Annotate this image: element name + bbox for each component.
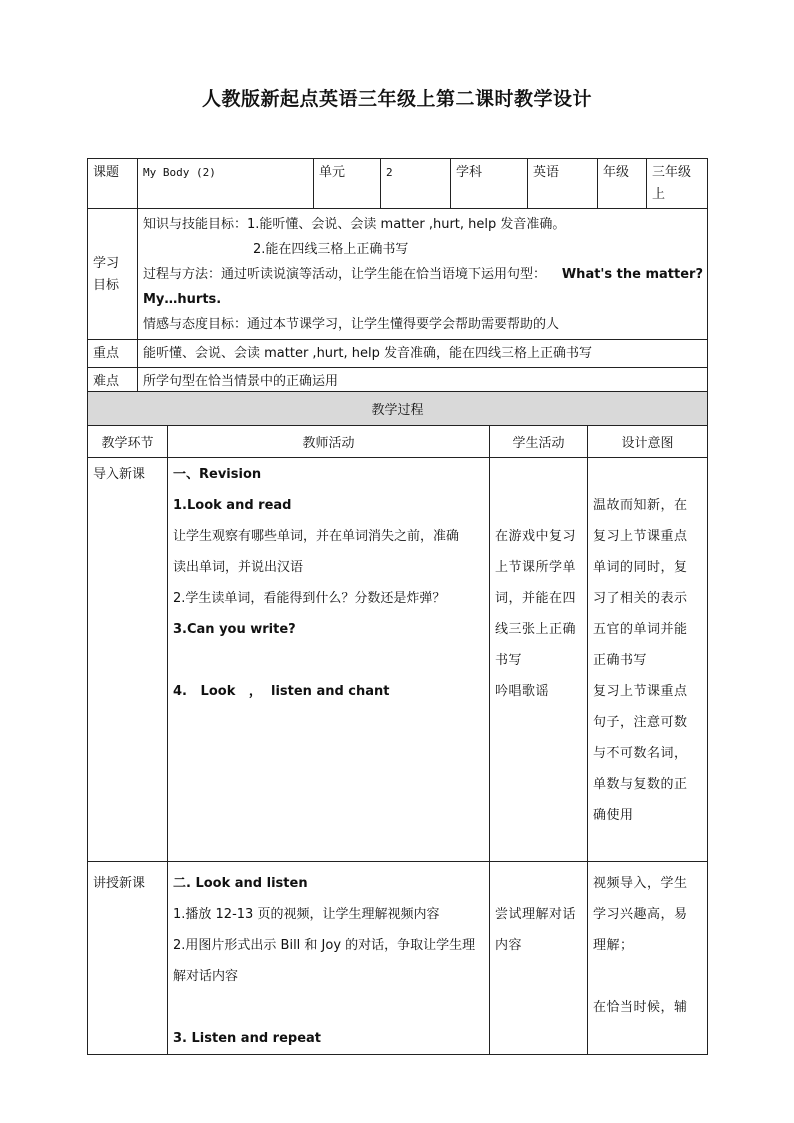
unit-label: 单元 (314, 159, 381, 209)
teacher-cell (168, 458, 490, 862)
grade-value-line: 三年级 (652, 165, 692, 180)
intent-cell (588, 862, 708, 1055)
intent-line: 理解； (593, 938, 634, 953)
teacher-line: 3.Can you write? (173, 622, 296, 637)
student-line: 书写 (495, 653, 523, 668)
intent-line: 在恰当时候，辅 (593, 1000, 688, 1015)
student-line: 吟唱歌谣 (495, 684, 550, 699)
intent-line: 确使用 (593, 808, 634, 823)
emotion-goal: 情感与态度目标：通过本节课学习，让学生懂得要学会帮助需要帮助的人 (143, 317, 560, 332)
teacher-line: 读出单词，并说出汉语 (173, 560, 304, 575)
student-line: 在游戏中复习 (495, 529, 577, 544)
column-header-row (88, 426, 708, 458)
unit-value: 2 (381, 159, 451, 209)
grade-value (647, 159, 708, 209)
topic-value: My Body (2) (138, 159, 314, 209)
intent-line: 句子，注意可数 (593, 715, 688, 730)
goals-content (138, 209, 708, 340)
teacher-line: 让学生观察有哪些单词，并在单词消失之前，准确 (173, 529, 460, 544)
student-line: 尝试理解对话 (495, 907, 577, 922)
teacher-line: 二. Look and listen (173, 876, 308, 891)
stage-cell (88, 458, 168, 862)
process-goal-2: My…hurts. (143, 292, 222, 307)
process-goal-sentence: What's the matter? (561, 267, 703, 282)
teacher-line: 一、Revision (173, 467, 262, 482)
knowledge-goal-2: 2.能在四线三格上正确书写 (253, 242, 409, 257)
subject-value: 英语 (528, 159, 598, 209)
student-line: 词，并能在四 (495, 591, 577, 606)
student-line: 线三张上正确 (495, 622, 577, 637)
lesson-info-table (87, 158, 708, 396)
key-value: 能听懂、会说、会读 matter ,hurt, help 发音准确，能在四线三格上正确书写 (138, 340, 708, 368)
intent-line: 单数与复数的正 (593, 777, 688, 792)
process-header-row (88, 392, 708, 426)
table-row (88, 862, 708, 1055)
student-line: 内容 (495, 938, 523, 953)
intent-line: 视频导入，学生 (593, 876, 688, 891)
intent-line: 正确书写 (593, 653, 648, 668)
teacher-line: 2.学生读单词，看能得到什么？分数还是炸弹？ (173, 591, 446, 606)
difficult-label: 难点 (88, 368, 138, 396)
col-teacher: 教师活动 (168, 426, 490, 458)
goals-row (88, 209, 708, 340)
intent-line: 复习上节课重点 (593, 529, 688, 544)
student-line: 上节课所学单 (495, 560, 577, 575)
document-title: 人教版新起点英语三年级上第二课时教学设计 (201, 88, 592, 110)
teacher-line: 3. Listen and repeat (173, 1031, 321, 1046)
process-header: 教学过程 (88, 392, 708, 426)
col-stage: 教学环节 (88, 426, 168, 458)
key-label: 重点 (88, 340, 138, 368)
goals-label-line: 目标 (93, 277, 120, 293)
knowledge-goal: 知识与技能目标：1.能听懂、会说、会读 matter ,hurt, help 发音准确。 (143, 217, 566, 232)
student-cell (490, 458, 588, 862)
teacher-cell (168, 862, 490, 1055)
intent-line: 复习上节课重点 (593, 684, 688, 699)
teacher-line: 2.用图片形式出示 Bill 和 Joy 的对话，争取让学生理 (173, 938, 476, 953)
process-goal-text: 过程与方法：通过听读说演等活动，让学生能在恰当语境下运用句型： (143, 267, 547, 282)
teacher-line: 1.Look and read (173, 498, 292, 513)
teaching-process-table (87, 391, 708, 1055)
stage-cell (88, 862, 168, 1055)
intent-line: 五官的单词并能 (593, 622, 688, 637)
key-row (88, 340, 708, 368)
intent-cell (588, 458, 708, 862)
student-cell (490, 862, 588, 1055)
teacher-line: 1.播放 12-13 页的视频，让学生理解视频内容 (173, 907, 440, 922)
grade-value-line: 上 (652, 187, 666, 202)
table-row (88, 458, 708, 862)
intent-line: 与不可数名词， (593, 746, 688, 761)
topic-label: 课题 (88, 159, 138, 209)
teacher-line: 解对话内容 (173, 969, 239, 984)
stage-text: 讲授新课 (93, 876, 146, 891)
col-student: 学生活动 (490, 426, 588, 458)
intent-line: 温故而知新，在 (593, 498, 688, 513)
stage-text: 导入新课 (93, 467, 146, 482)
process-goal (143, 262, 703, 287)
intent-line: 习了相关的表示 (593, 591, 688, 606)
intent-line: 单词的同时，复 (593, 560, 688, 575)
goals-label-line: 学习 (93, 255, 120, 271)
teacher-line: 4. Look ， listen and chant (173, 684, 390, 699)
goals-label (88, 209, 138, 340)
info-row (88, 159, 708, 209)
col-intent: 设计意图 (588, 426, 708, 458)
subject-label: 学科 (451, 159, 528, 209)
difficult-value: 所学句型在恰当情景中的正确运用 (138, 368, 708, 396)
intent-line: 学习兴趣高，易 (593, 907, 688, 922)
grade-label: 年级 (598, 159, 647, 209)
